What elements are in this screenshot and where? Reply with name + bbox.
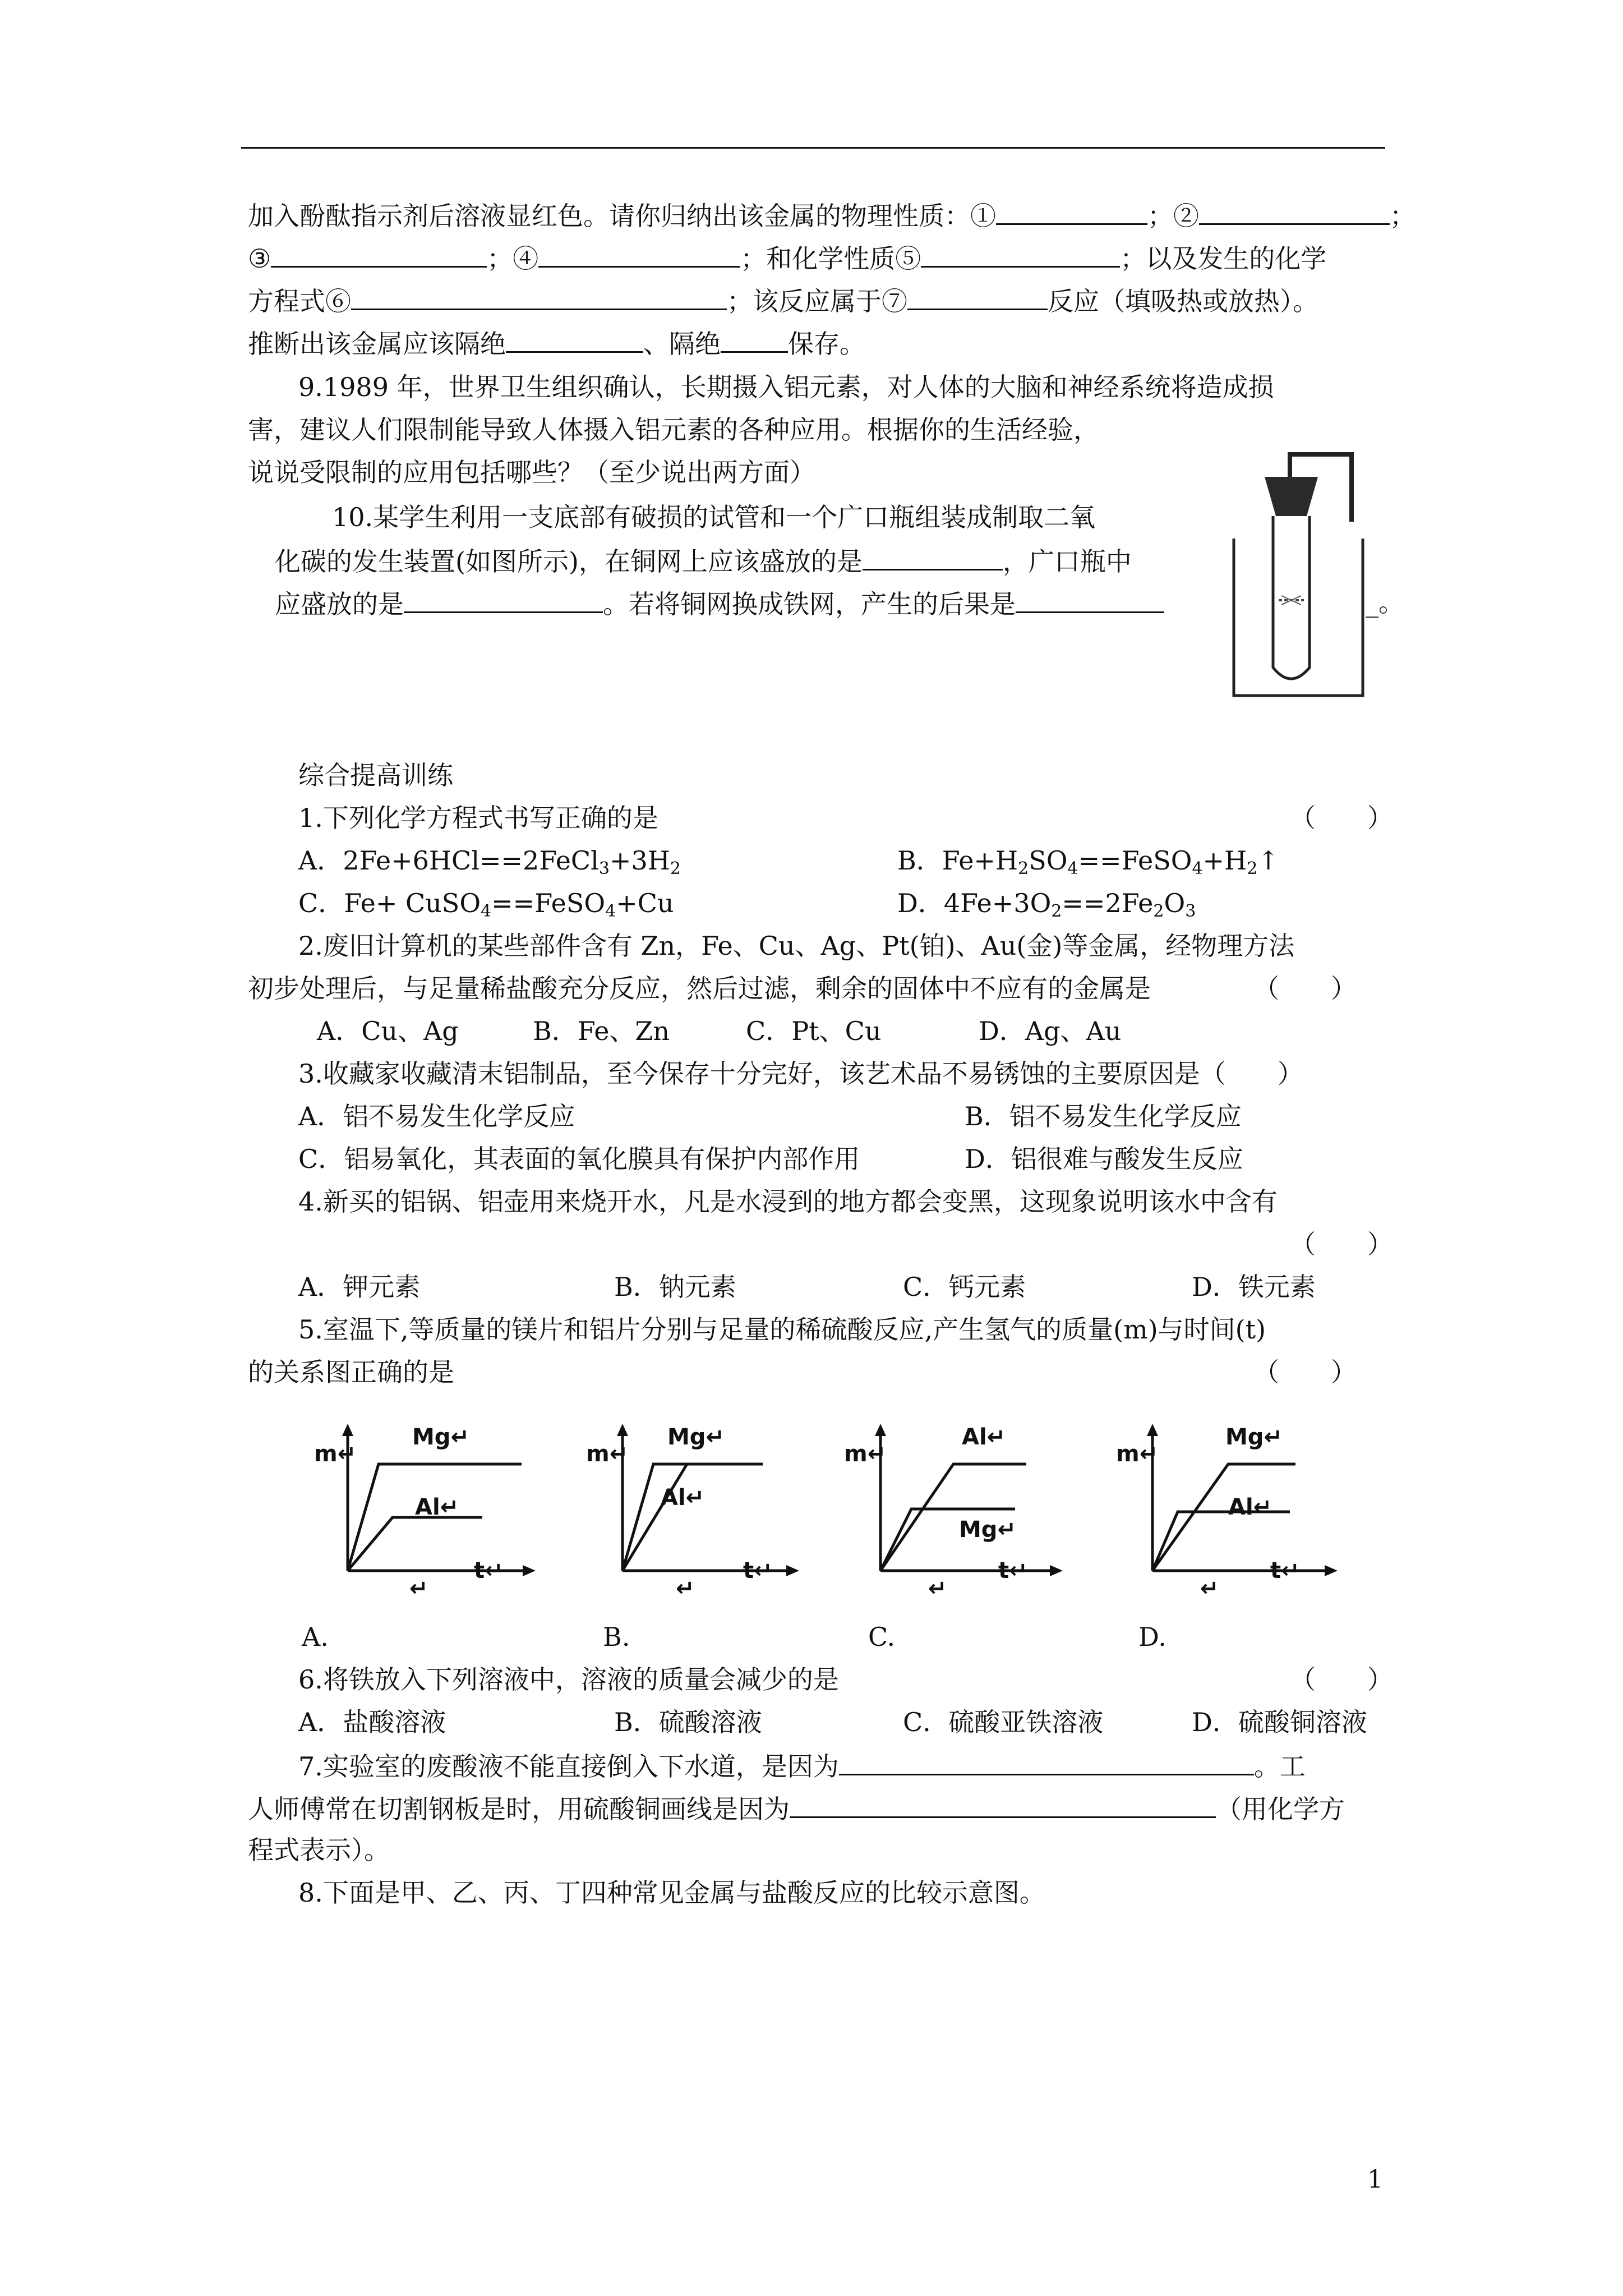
mc5-graph-b bbox=[578, 1414, 813, 1602]
graph-c-al-label: Al↵ bbox=[962, 1424, 1006, 1450]
mc2-option-d: D．Ag、Au bbox=[979, 1016, 1122, 1046]
blank-13 bbox=[839, 1748, 1254, 1775]
graph-b-mg-label: Mg↵ bbox=[667, 1424, 725, 1450]
mc3-option-d: D．铝很难与酸发生反应 bbox=[965, 1144, 1243, 1174]
mc4-option-c: C．钙元素 bbox=[903, 1272, 1026, 1302]
mc1-stem: 1.下列化学方程式书写正确的是 bbox=[298, 803, 658, 833]
q10-line3: 应盛放的是 。若将铜网换成铁网，产生的后果是 bbox=[275, 586, 1164, 621]
mc3-stem: 3.收藏家收藏清末铝制品，至今保存十分完好，该艺术品不易锈蚀的主要原因是（ ） bbox=[298, 1059, 1303, 1089]
p1-line4: 推断出该金属应该隔绝 、隔绝 保存。 bbox=[248, 325, 865, 361]
mc5-line2: 的关系图正确的是 bbox=[248, 1357, 454, 1387]
graph-d-option-label: D. bbox=[1138, 1622, 1166, 1652]
graph-a-mg-label: Mg↵ bbox=[412, 1424, 469, 1450]
blank-1 bbox=[996, 197, 1147, 225]
p1-line3: 方程式⑥ ；该反应属于⑦ 反应（填吸热或放热）。 bbox=[248, 283, 1318, 318]
blank-10 bbox=[863, 543, 1003, 570]
mc1-paren: （ ） bbox=[1290, 803, 1393, 833]
p1-line2: ③ ；④ ；和化学性质⑤ ；以及发生的化学 bbox=[248, 240, 1326, 275]
q9-line1: 9.1989 年，世界卫生组织确认，长期摄入铝元素，对人体的大脑和神经系统将造成损 bbox=[298, 372, 1274, 402]
blank-7 bbox=[907, 283, 1048, 310]
graph-d-mark: ↵ bbox=[1200, 1576, 1219, 1602]
q7-line2: 人师傅常在切割钢板是时，用硫酸铜画线是因为 （用化学方 bbox=[248, 1791, 1345, 1826]
mc6-option-b: B．硫酸溶液 bbox=[614, 1707, 762, 1737]
section-title: 综合提高训练 bbox=[298, 760, 453, 790]
blank-12 bbox=[1016, 586, 1164, 613]
mc2-option-a: A．Cu、Ag bbox=[317, 1016, 459, 1046]
mc1-option-c: C．Fe+ CuSO$_4$==FeSO$_4$+Cu bbox=[298, 888, 674, 921]
graph-a-option-label: A. bbox=[302, 1622, 329, 1652]
mc4-paren: （ ） bbox=[1290, 1229, 1393, 1259]
header-rule bbox=[241, 147, 1385, 149]
mc5-graph-d bbox=[1116, 1414, 1352, 1602]
q9-line3: 说说受限制的应用包括哪些？（至少说出两方面） bbox=[248, 457, 815, 487]
mc5-graph-a bbox=[314, 1414, 550, 1602]
graph-d-mg-label: Mg↵ bbox=[1225, 1424, 1283, 1450]
p1-line1: 加入酚酞指示剂后溶液显红色。请你归纳出该金属的物理性质：① ；② ； bbox=[248, 197, 1415, 233]
mc4-option-a: A．钾元素 bbox=[298, 1272, 421, 1302]
mc5-graph-c bbox=[841, 1414, 1077, 1602]
q7-line3: 程式表示）。 bbox=[248, 1835, 390, 1865]
graph-b-option-label: B. bbox=[603, 1622, 630, 1652]
mc1-option-d: D．$4Fe+3O_2==2Fe_2O_3$ bbox=[897, 888, 1196, 921]
q10-line1: 10.某学生利用一支底部有破损的试管和一个广口瓶组装成制取二氧 bbox=[332, 502, 1096, 532]
graph-b-t-label: t↵ bbox=[743, 1558, 773, 1584]
blank-14 bbox=[790, 1791, 1216, 1818]
graph-c-mark: ↵ bbox=[928, 1576, 947, 1602]
mc5-paren: （ ） bbox=[1253, 1357, 1357, 1387]
mc6-option-a: A．盐酸溶液 bbox=[298, 1707, 446, 1737]
blank-11 bbox=[404, 586, 603, 613]
mc1-option-a: A．$2Fe+6HCl==2FeCl_3+3H_2$ bbox=[298, 845, 681, 878]
mc2-line1: 2.废旧计算机的某些部件含有 Zn，Fe、Cu、Ag、Pt(铂)、Au(金)等金属，经物理方法 bbox=[298, 931, 1295, 961]
blank-8 bbox=[506, 325, 643, 353]
graph-d-t-label: t↵ bbox=[1270, 1558, 1300, 1584]
graph-c-mg-label: Mg↵ bbox=[959, 1517, 1016, 1543]
q9-line2: 害，建议人们限制能导致人体摄入铝元素的各种应用。根据你的生活经验， bbox=[248, 415, 1099, 445]
mc2-paren: （ ） bbox=[1253, 973, 1357, 1004]
mc3-option-b: B．铝不易发生化学反应 bbox=[965, 1101, 1242, 1131]
mc2-option-b: B．Fe、Zn bbox=[533, 1016, 670, 1046]
mc1-option-b: B．$Fe+H_2SO_4==FeSO_4+H_2↑$ bbox=[897, 845, 1279, 878]
blank-2 bbox=[1199, 197, 1390, 225]
mc5-line1: 5.室温下,等质量的镁片和铝片分别与足量的稀硫酸反应,产生氢气的质量(m)与时间(t) bbox=[298, 1314, 1266, 1345]
blank-3 bbox=[271, 240, 487, 268]
blank-9 bbox=[721, 325, 788, 353]
mc2-line2: 初步处理后，与足量稀盐酸充分反应，然后过滤，剩余的固体中不应有的金属是 bbox=[248, 973, 1151, 1004]
graph-b-al-label: Al↵ bbox=[661, 1485, 705, 1511]
graph-a-t-label: t↵ bbox=[474, 1558, 504, 1584]
mc4-option-b: B．钠元素 bbox=[614, 1272, 736, 1302]
mc2-option-c: C．Pt、Cu bbox=[746, 1016, 882, 1046]
mc6-paren: （ ） bbox=[1290, 1664, 1393, 1695]
graph-d-al-label: Al↵ bbox=[1228, 1494, 1272, 1520]
q10-line2: 化碳的发生装置(如图所示)，在铜网上应该盛放的是 ，广口瓶中 bbox=[275, 543, 1132, 578]
mc6-option-c: C．硫酸亚铁溶液 bbox=[903, 1707, 1104, 1737]
mc6-option-d: D．硫酸铜溶液 bbox=[1192, 1707, 1367, 1737]
mc4-stem: 4.新买的铝锅、铝壶用来烧开水，凡是水浸到的地方都会变黑，这现象说明该水中含有 bbox=[298, 1186, 1278, 1217]
q10-line3-end: _。 bbox=[1366, 587, 1404, 618]
mc6-stem: 6.将铁放入下列溶液中，溶液的质量会减少的是 bbox=[298, 1664, 839, 1695]
blank-4 bbox=[538, 240, 740, 268]
graph-a-m-label: m↵ bbox=[314, 1441, 357, 1467]
graph-c-t-label: t↵ bbox=[998, 1558, 1028, 1584]
graph-d-m-label: m↵ bbox=[1116, 1441, 1159, 1467]
mc4-option-d: D．铁元素 bbox=[1192, 1272, 1316, 1302]
q8-line: 8.下面是甲、乙、丙、丁四种常见金属与盐酸反应的比较示意图。 bbox=[298, 1878, 1045, 1908]
mc3-option-c: C．铝易氧化，其表面的氧化膜具有保护内部作用 bbox=[298, 1144, 860, 1174]
graph-c-option-label: C. bbox=[868, 1622, 896, 1652]
blank-6 bbox=[351, 283, 727, 310]
page-number: 1 bbox=[1367, 2165, 1383, 2194]
graph-a-al-label: Al↵ bbox=[415, 1494, 459, 1520]
graph-b-mark: ↵ bbox=[676, 1576, 695, 1602]
co2-apparatus-figure bbox=[1223, 443, 1374, 701]
graph-a-mark: ↵ bbox=[409, 1576, 428, 1602]
graph-b-m-label: m↵ bbox=[586, 1441, 629, 1467]
q7-line1: 7.实验室的废酸液不能直接倒入下水道，是因为 。工 bbox=[298, 1748, 1306, 1783]
blank-5 bbox=[921, 240, 1120, 268]
graph-c-m-label: m↵ bbox=[844, 1441, 887, 1467]
mc3-option-a: A．铝不易发生化学反应 bbox=[298, 1101, 575, 1131]
